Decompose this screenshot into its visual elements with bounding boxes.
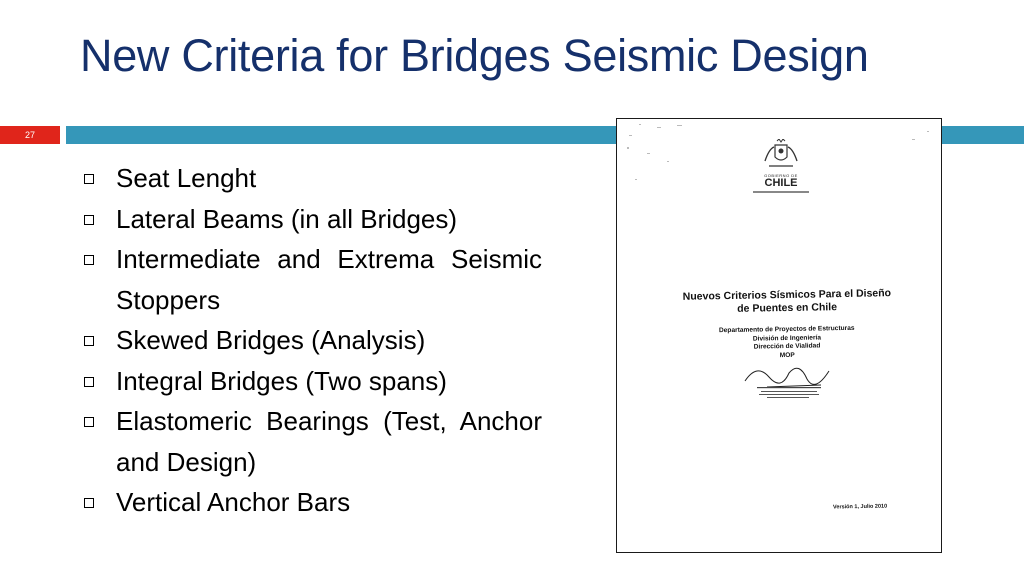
bullet-item <box>80 158 542 199</box>
bullet-item <box>80 239 542 320</box>
department-line: MOP <box>779 351 795 359</box>
bullet-text: Seat Lenght <box>116 163 257 193</box>
bullet-item <box>80 320 542 361</box>
bullet-text: Intermediate and Extrema Seismic Stoppers <box>116 244 542 315</box>
square-bullet-icon <box>84 174 94 184</box>
document-cover-image <box>616 118 942 553</box>
square-bullet-icon <box>84 336 94 346</box>
square-bullet-icon <box>84 417 94 427</box>
square-bullet-icon <box>84 215 94 225</box>
square-bullet-icon <box>84 255 94 265</box>
document-department <box>697 324 878 361</box>
page-number-badge: 27 <box>0 126 60 144</box>
bullet-item <box>80 361 542 402</box>
bullet-item <box>80 401 542 482</box>
document-version: Versión 1, Julio 2010 <box>832 503 888 511</box>
department-line: Dirección de Vialidad <box>753 342 821 351</box>
square-bullet-icon <box>84 498 94 508</box>
square-bullet-icon <box>84 377 94 387</box>
bullet-text: Elastomeric Bearings (Test, Anchor and Design) <box>116 406 542 477</box>
slide-title: New Criteria for Bridges Seismic Design <box>80 30 869 81</box>
bullet-item <box>80 482 542 523</box>
department-line: División de Ingeniería <box>752 333 822 343</box>
bullet-item <box>80 199 542 240</box>
handwritten-signature <box>737 359 847 404</box>
document-title: Nuevos Criterios Sísmicos Para el Diseño de Puentes en Chile <box>682 287 892 315</box>
bullet-list <box>80 158 542 523</box>
bullet-text: Integral Bridges (Two spans) <box>116 365 447 396</box>
government-label: GOBIERNO DE <box>764 173 798 178</box>
government-name: CHILE <box>764 177 798 189</box>
bullet-text: Skewed Bridges (Analysis) <box>116 325 426 355</box>
government-subline <box>753 191 809 193</box>
chile-coat-of-arms-icon <box>761 139 801 169</box>
department-line: Departamento de Proyectos de Estructuras <box>718 324 855 335</box>
bullet-text: Vertical Anchor Bars <box>116 487 351 517</box>
bullet-text: Lateral Beams (in all Bridges) <box>116 203 458 234</box>
